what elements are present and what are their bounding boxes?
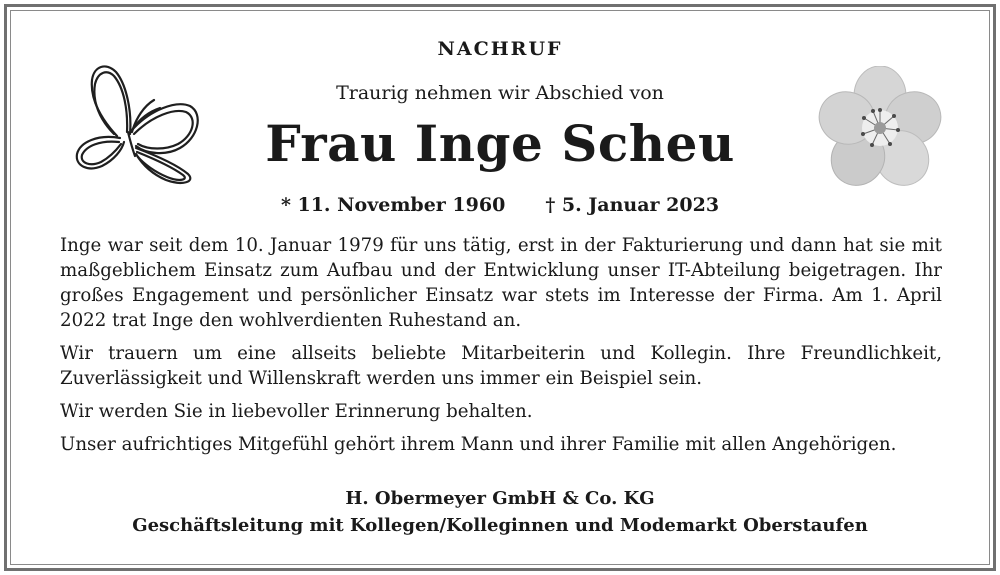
life-dates bbox=[0, 194, 1000, 216]
notice-heading: NACHRUF bbox=[437, 38, 563, 60]
deceased-name: Frau Inge Scheu bbox=[265, 114, 735, 173]
paragraph-tribute: Wir trauern um eine allseits beliebte Mitarbeiterin und Kollegin. Ihre Freundlichkeit, Zuverlässigkeit und Willenskraft werden uns immer ein Beispiel sein. bbox=[60, 343, 942, 389]
paragraph-career: Inge war seit dem 10. Januar 1979 für uns tätig, erst in der Fakturierung und dann hat sie mit maßgeblichem Einsatz zum Aufbau und der Entwicklung unser IT-Abteilung beigetragen. Ihr großes Engagement und persönlicher Einsatz war stets im Interesse der Firma. Am 1. April 2022 trat Inge den wohlverdienten Ruhestand an. bbox=[60, 235, 942, 331]
obituary-body bbox=[60, 233, 942, 465]
signatories: Geschäftsleitung mit Kollegen/Kolleginnen und Modemarkt Oberstaufen bbox=[132, 515, 868, 536]
death-date: † 5. Januar 2023 bbox=[545, 194, 720, 216]
paragraph-remembrance: Wir werden Sie in liebevoller Erinnerung behalten. bbox=[60, 401, 533, 422]
birth-date: * 11. November 1960 bbox=[280, 194, 506, 216]
notice-intro: Traurig nehmen wir Abschied von bbox=[336, 82, 664, 104]
paragraph-condolence: Unser aufrichtiges Mitgefühl gehört ihrem Mann und ihrer Familie mit allen Angehörigen. bbox=[60, 434, 897, 455]
company-name: H. Obermeyer GmbH & Co. KG bbox=[345, 488, 655, 509]
